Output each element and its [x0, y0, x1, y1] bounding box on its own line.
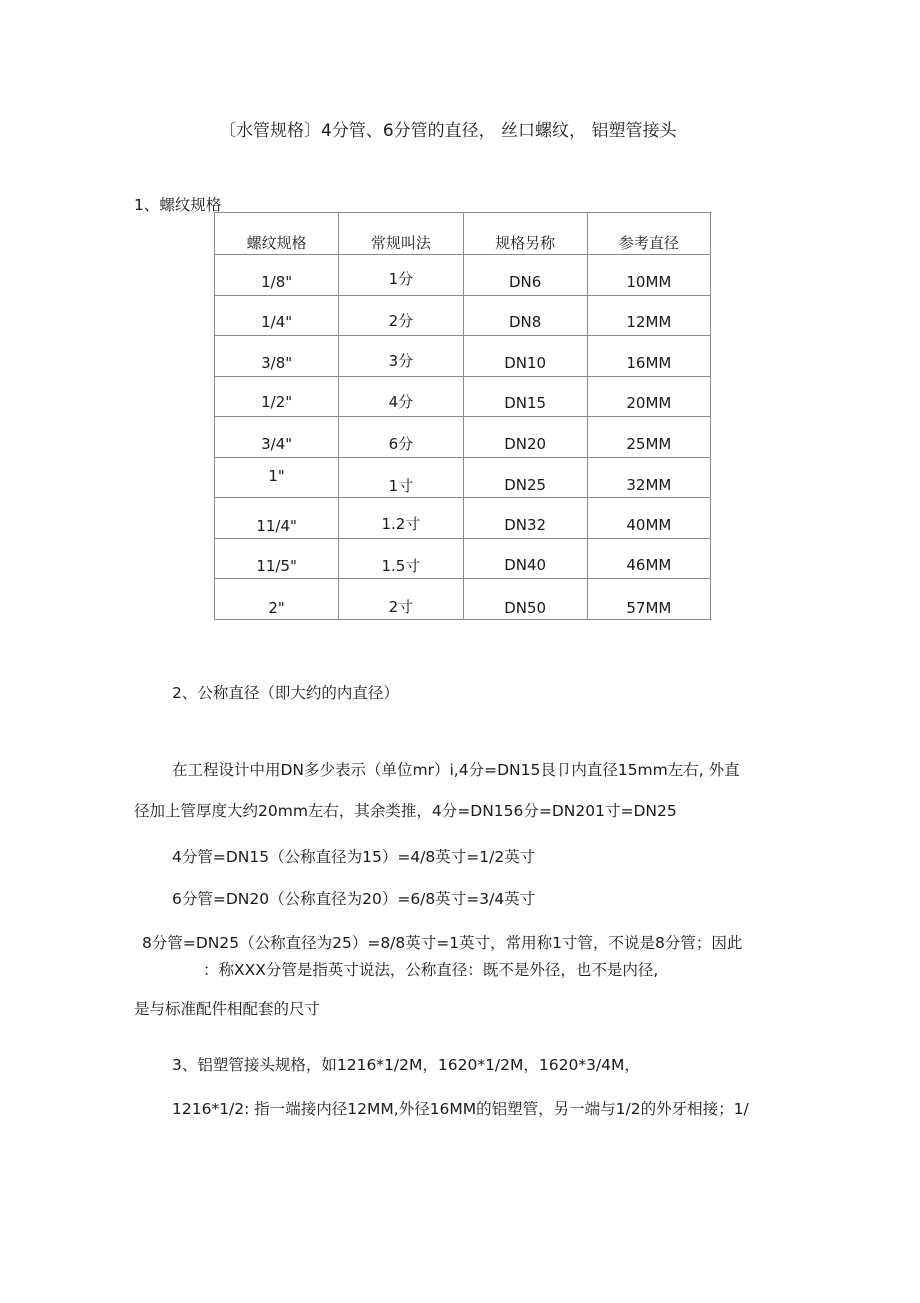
table-cell: 1寸 [339, 457, 463, 498]
table-row [215, 538, 711, 579]
table-cell: 12MM [587, 295, 710, 336]
section-3-heading: 3、铝塑管接头规格，如1216*1/2M，1620*1/2M，1620*3/4M， [172, 1056, 640, 1074]
table-cell: 1.5寸 [339, 538, 463, 579]
table-cell: 11/4" [215, 498, 339, 539]
table-cell: 3/8" [215, 336, 339, 377]
table-cell: 1/2" [215, 376, 339, 417]
table-cell: 10MM [587, 255, 710, 296]
table-row [215, 579, 711, 620]
paragraph-line: 在工程设计中用DN多少表示（单位mr）i,4分=DN15艮卩内直径15mm左右, 外直 [172, 761, 740, 779]
table-cell: 2分 [339, 295, 463, 336]
table-row [215, 457, 711, 498]
table-cell: 2" [215, 579, 339, 620]
table-cell: 16MM [587, 336, 710, 377]
table-cell: 57MM [587, 579, 710, 620]
paragraph-line: ：称XXX分管是指英寸说法，公称直径：既不是外径，也不是内径, [203, 961, 659, 979]
table-cell: 2寸 [339, 579, 463, 620]
table-cell: 25MM [587, 417, 710, 458]
table-row [215, 376, 711, 417]
paragraph-line: 径加上管厚度大约20mm左右，其余类推，4分=DN156分=DN201寸=DN25 [134, 802, 677, 820]
table-header-cell: 常规叫法 [339, 213, 463, 255]
table-cell: 1" [215, 457, 339, 498]
table-cell: 1/4" [215, 295, 339, 336]
table-cell: 6分 [339, 417, 463, 458]
paragraph-line: 8分管=DN25（公称直径为25）=8/8英寸=1英寸，常用称1寸管，不说是8分管；因此 [142, 934, 743, 952]
table-row [215, 417, 711, 458]
paragraph-line: 4分管=DN15（公称直径为15）=4/8英寸=1/2英寸 [172, 848, 536, 866]
paragraph-line: 6分管=DN20（公称直径为20）=6/8英寸=3/4英寸 [172, 890, 536, 908]
table-cell: 40MM [587, 498, 710, 539]
table-header-row [215, 213, 711, 255]
table-cell: 11/5" [215, 538, 339, 579]
table-cell: DN8 [463, 295, 587, 336]
table-cell: DN25 [463, 457, 587, 498]
paragraph-line: 1216*1/2: 指一端接内径12MM,外径16MM的铝塑管，另一端与1/2的外牙相接；1/ [172, 1100, 749, 1118]
section-1-heading: 1、螺纹规格 [134, 196, 222, 214]
thread-spec-table [214, 212, 711, 620]
table-cell: 46MM [587, 538, 710, 579]
table-row [215, 295, 711, 336]
section-2-heading: 2、公称直径（即大约的内直径） [172, 684, 399, 702]
table-cell: DN32 [463, 498, 587, 539]
table-cell: 1.2寸 [339, 498, 463, 539]
page-title: 〔水管规格〕4分管、6分管的直径， 丝口螺纹， 铝塑管接头 [219, 121, 677, 141]
table-header-cell: 螺纹规格 [215, 213, 339, 255]
table-cell: 1/8" [215, 255, 339, 296]
table-cell: DN6 [463, 255, 587, 296]
table-cell: 3分 [339, 336, 463, 377]
table-cell: DN40 [463, 538, 587, 579]
table-row [215, 255, 711, 296]
paragraph-line: 是与标准配件相配套的尺寸 [134, 1000, 321, 1018]
table-header-cell: 规格另称 [463, 213, 587, 255]
table-cell: 32MM [587, 457, 710, 498]
table-row [215, 498, 711, 539]
table-cell: DN15 [463, 376, 587, 417]
table-cell: 1分 [339, 255, 463, 296]
table-cell: 20MM [587, 376, 710, 417]
table-cell: 3/4" [215, 417, 339, 458]
table-cell: 4分 [339, 376, 463, 417]
table-header-cell: 参考直径 [587, 213, 710, 255]
table-cell: DN50 [463, 579, 587, 620]
table-cell: DN20 [463, 417, 587, 458]
table-cell: DN10 [463, 336, 587, 377]
table-row [215, 336, 711, 377]
